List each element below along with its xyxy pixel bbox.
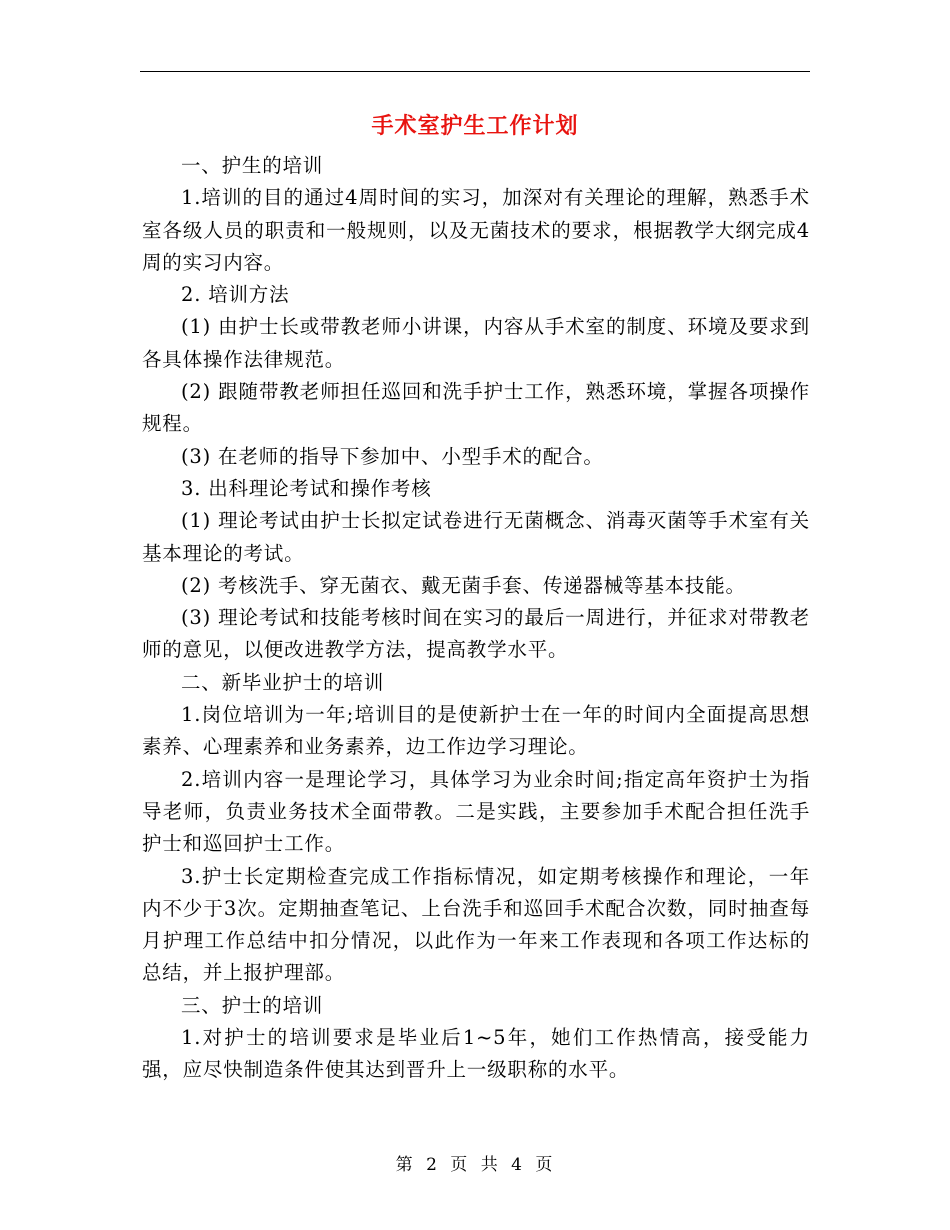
paragraph-nurse-requirements: 1.对护士的培训要求是毕业后1~5年，她们工作热情高，接受能力强，应尽快制造条件使其达到晋升上一级职称的水平。 — [142, 1026, 810, 1082]
list-item-method-3: (3) 在老师的指导下参加中、小型手术的配合。 — [181, 444, 604, 468]
subheading-training-method: 2. 培训方法 — [181, 283, 290, 307]
paragraph-job-training: 1.岗位培训为一年;培训目的是使新护士在一年的时间内全面提高思想素养、心理素养和业务素养，边工作边学习理论。 — [142, 703, 810, 759]
paragraph-head-nurse-check: 3.护士长定期检查完成工作指标情况，如定期考核操作和理论，一年内不少于3次。定期抽查笔记、上台洗手和巡回手术配合次数，同时抽查每月护理工作总结中扣分情况，以此作为一年来工作表现和各项工作达标的总结，并上报护理部。 — [142, 864, 810, 985]
list-item-exam-2: (2) 考核洗手、穿无菌衣、戴无菌手套、传递器械等基本技能。 — [181, 573, 746, 597]
list-item-exam-3: (3) 理论考试和技能考核时间在实习的最后一周进行，并征求对带教老师的意见，以便改进教学方法，提高教学水平。 — [142, 606, 810, 662]
list-item-exam-1: (1) 理论考试由护士长拟定试卷进行无菌概念、消毒灭菌等手术室有关基本理论的考试。 — [142, 509, 810, 565]
section-heading-nursing-students: 一、护生的培训 — [181, 154, 324, 177]
paragraph-training-purpose: 1.培训的目的通过4周时间的实习，加深对有关理论的理解，熟悉手术室各级人员的职责和一般规则，以及无菌技术的要求，根据教学大纲完成4周的实习内容。 — [142, 186, 810, 274]
subheading-exam-assessment: 3. 出科理论考试和操作考核 — [181, 476, 432, 500]
document-body — [142, 150, 810, 1087]
paragraph-training-content: 2.培训内容一是理论学习，具体学习为业余时间;指定高年资护士为指导老师，负责业务技术全面带教。二是实践，主要参加手术配合担任洗手护士和巡回护士工作。 — [142, 767, 810, 856]
section-heading-nurses: 三、护士的培训 — [181, 993, 324, 1017]
list-item-method-1: (1) 由护士长或带教老师小讲课，内容从手术室的制度、环境及要求到各具体操作法律规范。 — [142, 315, 810, 371]
section-heading-new-graduates: 二、新毕业护士的培训 — [181, 670, 385, 694]
page-number-footer: 第 2 页 共 4 页 — [395, 1155, 555, 1175]
header-rule — [140, 71, 810, 72]
list-item-method-2: (2) 跟随带教老师担任巡回和洗手护士工作，熟悉环境，掌握各项操作规程。 — [142, 380, 810, 436]
document-title: 手术室护生工作计划 — [371, 113, 579, 139]
